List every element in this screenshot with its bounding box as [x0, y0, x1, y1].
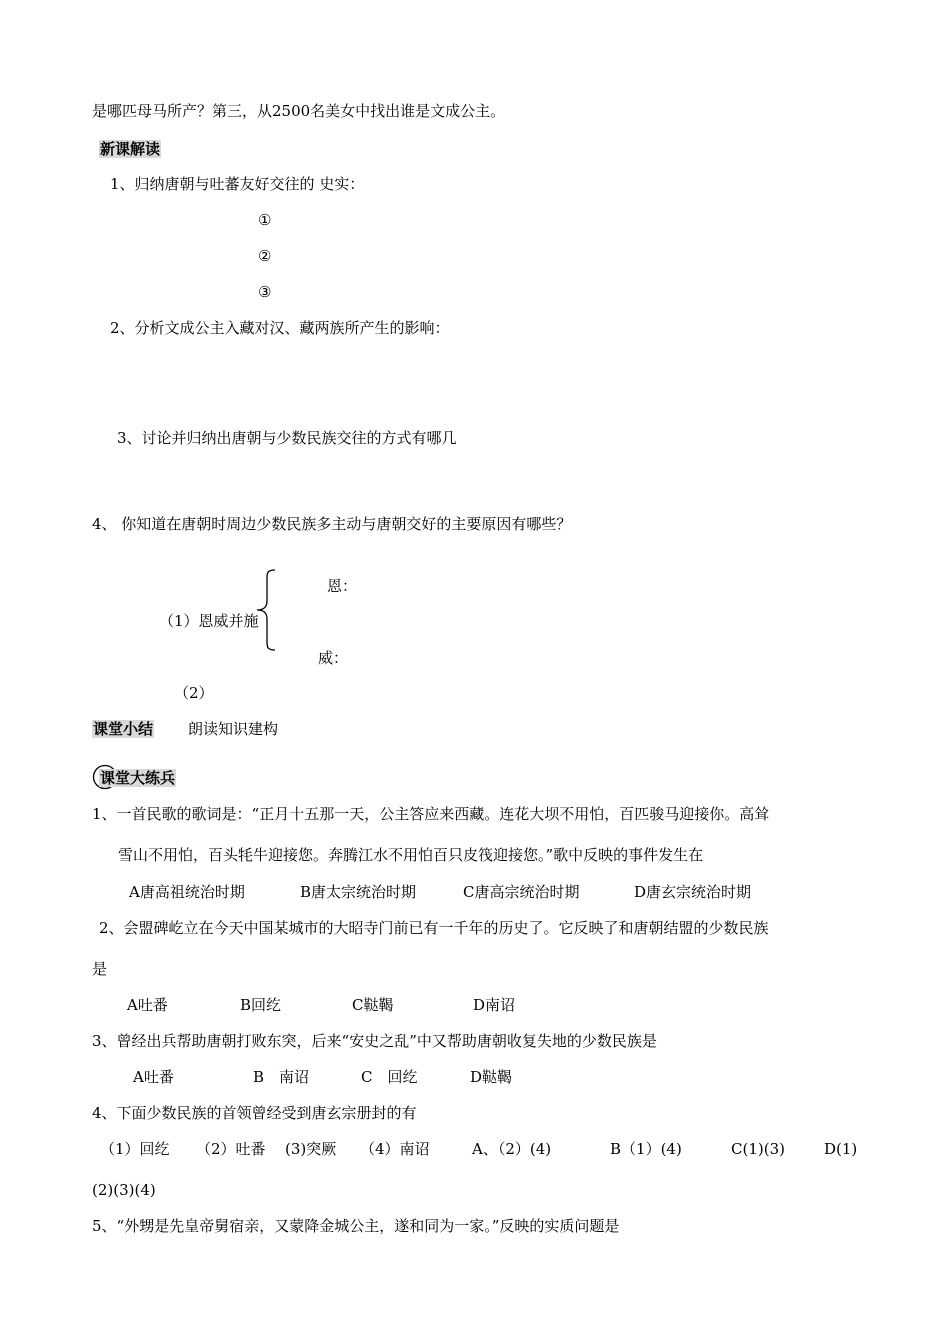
practice-q4-item-4: （4）南诏: [360, 1140, 430, 1158]
practice-q1-option-b: B唐太宗统治时期: [300, 883, 417, 901]
question-3: 3、讨论并归纳出唐朝与少数民族交往的方式有哪几: [117, 429, 457, 447]
practice-q2-option-a: A吐番: [127, 996, 168, 1014]
practice-q4-continuation: (2)(3)(4): [92, 1181, 156, 1199]
practice-q1-option-a: A唐高祖统治时期: [129, 883, 245, 901]
practice-q1-line2: 雪山不用怕，百头牦牛迎接您。奔腾江水不用怕百只皮筏迎接您。”歌中反映的事件发生在: [118, 846, 704, 864]
practice-q1-line1: 1、一首民歌的歌词是：“正月十五那一天，公主答应来西藏。连花大坝不用怕，百匹骏马迎接你。高耸: [92, 805, 770, 823]
practice-q4-option-b: B（1）(4): [610, 1140, 682, 1158]
practice-q4-option-a: A、（2）(4): [472, 1140, 552, 1158]
item-en-wei-bing-shi: （1）恩威并施: [159, 612, 259, 630]
practice-q4-line: 4、下面少数民族的首领曾经受到唐玄宗册封的有: [92, 1104, 417, 1122]
practice-q2-option-b: B回纥: [240, 996, 282, 1014]
label-wei: 威：: [318, 649, 349, 667]
section-heading-new-lesson: 新课解读: [100, 140, 161, 158]
practice-q2-option-c: C鞑鞨: [352, 996, 394, 1014]
practice-q2-line1: 2、会盟碑屹立在今天中国某城市的大昭寺门前已有一千年的历史了。它反映了和唐朝结盟的少数民族: [99, 919, 769, 937]
practice-q3-option-b: B 南诏: [253, 1068, 310, 1086]
question-2: 2、分析文成公主入藏对汉、藏两族所产生的影响：: [110, 319, 450, 337]
practice-q4-item-1: （1）回纥: [100, 1140, 170, 1158]
practice-q4-option-c: C(1)(3): [731, 1140, 785, 1158]
practice-q1-option-c: C唐高宗统治时期: [463, 883, 580, 901]
curly-brace: [255, 569, 277, 651]
practice-q5-line: 5、“外甥是先皇帝舅宿亲，又蒙降金城公主，遂和同为一家。”反映的实质问题是: [92, 1217, 620, 1235]
item-2: （2）: [174, 684, 214, 702]
blank-mark-1: ①: [258, 211, 272, 229]
practice-q4-item-2: （2）吐番: [196, 1140, 266, 1158]
question-4: 4、 你知道在唐朝时周边少数民族多主动与唐朝交好的主要原因有哪些？: [92, 515, 572, 533]
blank-mark-2: ②: [258, 247, 272, 265]
practice-q1-option-d: D唐玄宗统治时期: [634, 883, 752, 901]
practice-q2-line2: 是: [92, 960, 108, 978]
practice-q3-line: 3、曾经出兵帮助唐朝打败东突，后来“安史之乱”中又帮助唐朝收复失地的少数民族是: [92, 1032, 657, 1050]
label-en: 恩：: [327, 577, 358, 595]
intro-line: 是哪匹母马所产？第三，从2500名美女中找出谁是文成公主。: [92, 102, 506, 120]
summary-text: 朗读知识建构: [188, 720, 279, 738]
practice-q3-option-d: D鞑鞨: [470, 1068, 513, 1086]
section-heading-summary: 课堂小结: [93, 720, 154, 738]
practice-q2-option-d: D南诏: [473, 996, 516, 1014]
section-heading-practice: 课堂大练兵: [100, 769, 176, 787]
question-1: 1、归纳唐朝与吐蕃友好交往的 史实：: [110, 175, 365, 193]
practice-q4-option-d: D(1): [824, 1140, 858, 1158]
practice-q4-item-3: (3)突厥: [285, 1140, 337, 1158]
practice-q3-option-c: C 回纥: [361, 1068, 418, 1086]
practice-q3-option-a: A吐番: [133, 1068, 174, 1086]
blank-mark-3: ③: [258, 283, 272, 301]
